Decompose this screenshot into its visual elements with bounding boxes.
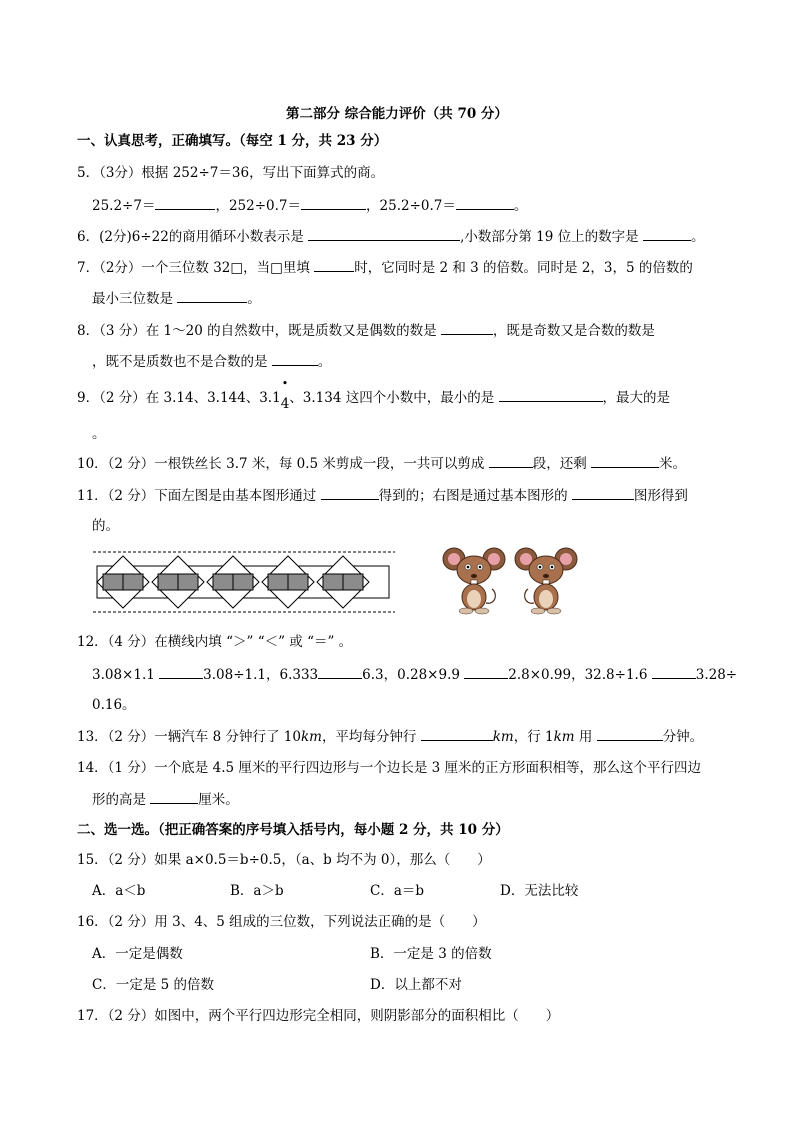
answer-blank[interactable]	[159, 664, 203, 679]
answer-blank[interactable]	[272, 351, 318, 366]
answer-blank[interactable]	[314, 257, 354, 272]
pattern-unit	[97, 556, 149, 608]
answer-blank[interactable]	[489, 453, 533, 468]
answer-blank[interactable]	[499, 387, 603, 402]
section-1-heading: 一、认真思考，正确填写。（每空 1 分，共 23 分）	[77, 133, 388, 149]
q16-option-a[interactable]: A．一定是偶数	[92, 946, 183, 962]
mouse-left	[443, 548, 505, 614]
pattern-unit	[262, 556, 314, 608]
mouse-right	[515, 548, 577, 614]
pattern-unit	[152, 556, 204, 608]
question-14: 14．（1 分）一个底是 4.5 厘米的平行四边形与一个边长是 3 厘米的正方形面积相等，那么这个平行四边	[77, 760, 702, 776]
mirrored-mice-figure	[440, 545, 580, 615]
page-title: 第二部分 综合能力评价（共 70 分）	[286, 106, 508, 122]
translation-pattern-figure	[93, 551, 395, 613]
question-7-line-2: 最小三位数是 。	[92, 288, 261, 309]
answer-blank[interactable]	[464, 664, 508, 679]
question-9-line-2: 。	[92, 426, 106, 442]
q16-option-d[interactable]: D．以上都不对	[370, 977, 462, 993]
answer-blank[interactable]	[150, 789, 198, 804]
answer-blank[interactable]	[301, 195, 366, 210]
answer-blank[interactable]	[308, 226, 460, 241]
question-13: 13．（2 分）一辆汽车 8 分钟行了 10km，平均每分钟行 km，行 1km 用 分钟。	[77, 726, 703, 747]
question-14-line-2: 形的高是 厘米。	[92, 789, 239, 810]
question-16: 16．（2 分）用 3、4、5 组成的三位数，下列说法正确的是（ ）	[77, 914, 486, 930]
question-8: 8．（3 分）在 1～20 的自然数中，既是质数又是偶数的数是 ，既是奇数又是合数的数是	[77, 320, 655, 341]
question-11-line-2: 的。	[92, 518, 119, 534]
answer-blank[interactable]	[155, 195, 215, 210]
answer-blank[interactable]	[441, 320, 493, 335]
answer-blank[interactable]	[456, 195, 514, 210]
question-10: 10．（2 分）一根铁丝长 3.7 米，每 0.5 米剪成一段，一共可以剪成 段，还剩 米。	[77, 453, 686, 474]
answer-blank[interactable]	[321, 485, 379, 500]
answer-blank[interactable]	[597, 726, 663, 741]
q15-option-d[interactable]: D．无法比较	[500, 883, 579, 899]
question-12-line-2: 0.16。	[92, 697, 136, 713]
question-5: 5．（3分）根据 252÷7＝36，写出下面算式的商。	[77, 165, 385, 181]
question-5-expressions: 25.2÷7＝ ，252÷0.7＝ ，25.2÷0.7＝ 。	[92, 195, 527, 216]
question-12-comparisons: 3.08×1.1 3.08÷1.1，6.333 6.3，0.28×9.9 2.8×0.99，32.8÷1.6 3.28÷	[92, 664, 737, 685]
q15-option-a[interactable]: A．a＜b	[92, 883, 146, 899]
question-15: 15．（2 分）如果 a×0.5＝b÷0.5，（a、b 均不为 0），那么（ ）	[77, 852, 491, 868]
answer-blank[interactable]	[591, 453, 659, 468]
question-12: 12．（4 分）在横线内填 “＞” “＜” 或 “＝” 。	[77, 634, 353, 650]
pattern-unit	[207, 556, 259, 608]
question-6: 6．(2分)6÷22的商用循环小数表示是 ,小数部分第 19 位上的数字是 。	[77, 226, 704, 247]
question-9: 9．（2 分）在 3.14、3.144、3.1 • 4、3.134 这四个小数中，最小的是 ，最大的是	[77, 377, 671, 412]
q15-option-c[interactable]: C．a＝b	[370, 883, 425, 899]
answer-blank[interactable]	[421, 726, 493, 741]
question-7: 7．（2分）一个三位数 32□，当□里填 时，它同时是 2 和 3 的倍数。同时是 2，3，5 的倍数的	[77, 257, 693, 278]
q16-option-c[interactable]: C．一定是 5 的倍数	[92, 977, 215, 993]
answer-blank[interactable]	[643, 226, 691, 241]
answer-blank[interactable]	[652, 664, 696, 679]
question-11: 11．（2 分）下面左图是由基本图形通过 得到的；右图是通过基本图形的 图形得到	[77, 485, 688, 506]
question-8-line-2: ，既不是质数也不是合数的是 。	[92, 351, 331, 372]
answer-blank[interactable]	[177, 288, 247, 303]
answer-blank[interactable]	[318, 664, 362, 679]
repeating-decimal-digit: • 4	[280, 377, 290, 412]
answer-blank[interactable]	[572, 485, 634, 500]
pattern-unit	[317, 556, 369, 608]
q15-option-b[interactable]: B．a＞b	[230, 883, 284, 899]
q16-option-b[interactable]: B．一定是 3 的倍数	[370, 946, 492, 962]
section-2-heading: 二、选一选。（把正确答案的序号填入括号内，每小题 2 分，共 10 分）	[77, 822, 509, 838]
question-17: 17．（2 分）如图中，两个平行四边形完全相同，则阴影部分的面积相比（ ）	[77, 1008, 560, 1024]
